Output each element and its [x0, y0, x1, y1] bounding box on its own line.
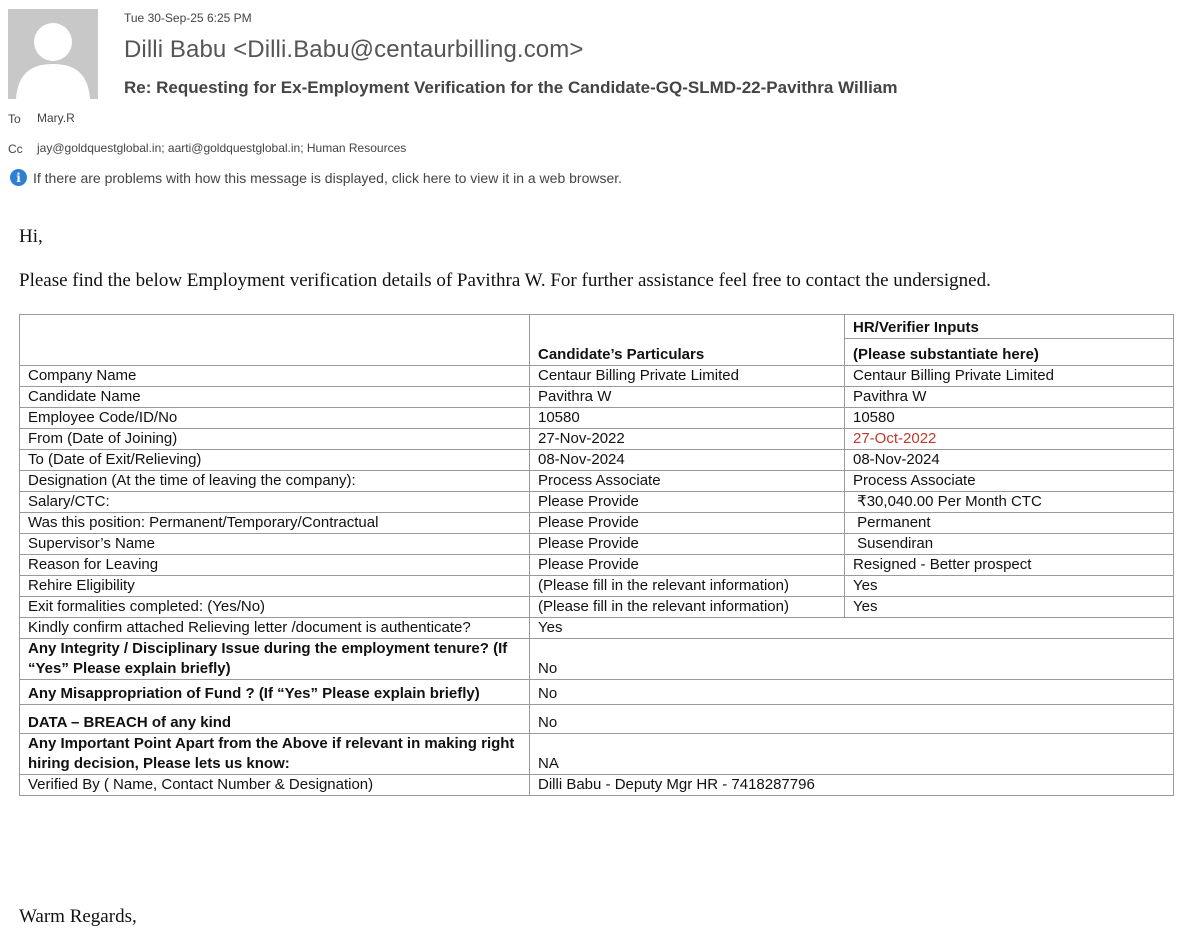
row-field: Salary/CTC: — [20, 492, 530, 513]
sender-name[interactable]: Dilli Babu <Dilli.Babu@centaurbilling.com> — [124, 36, 584, 63]
row-merged-value: No — [530, 639, 1174, 680]
sent-timestamp: Tue 30-Sep-25 6:25 PM — [124, 11, 252, 25]
row-verifier-value: Centaur Billing Private Limited — [845, 366, 1174, 387]
row-merged-value: Yes — [530, 618, 1174, 639]
row-candidate-value: 10580 — [530, 408, 845, 429]
row-verifier-value: Process Associate — [845, 471, 1174, 492]
row-field-bold: Any Integrity / Disciplinary Issue during the employment tenure? (If “Yes” Please explain briefly) — [20, 639, 530, 680]
info-bar[interactable] — [10, 169, 622, 186]
table-row-merged — [20, 705, 1174, 734]
table-row — [20, 429, 1174, 450]
table-row — [20, 534, 1174, 555]
row-candidate-value: Please Provide — [530, 492, 845, 513]
row-field: Company Name — [20, 366, 530, 387]
table-row — [20, 492, 1174, 513]
row-merged-value: Dilli Babu - Deputy Mgr HR - 7418287796 — [530, 775, 1174, 796]
row-verifier-value: Yes — [845, 576, 1174, 597]
info-bar-text[interactable]: If there are problems with how this message is displayed, click here to view it in a web browser. — [33, 169, 623, 186]
row-verifier-value: Yes — [845, 597, 1174, 618]
row-field: Kindly confirm attached Relieving letter /document is authenticate? — [20, 618, 530, 639]
info-icon: i — [10, 169, 27, 186]
to-label: To — [8, 112, 21, 126]
row-candidate-value: Please Provide — [530, 534, 845, 555]
person-silhouette-icon — [8, 9, 98, 99]
table-row-merged — [20, 639, 1174, 680]
table-row-merged — [20, 734, 1174, 775]
row-field-bold: Any Misappropriation of Fund ? (If “Yes” Please explain briefly) — [20, 680, 530, 705]
row-candidate-value: Pavithra W — [530, 387, 845, 408]
header-verifier: HR/Verifier Inputs — [845, 315, 1174, 339]
row-candidate-value: 08-Nov-2024 — [530, 450, 845, 471]
row-field: Designation (At the time of leaving the company): — [20, 471, 530, 492]
row-candidate-value: Please Provide — [530, 513, 845, 534]
cc-label: Cc — [8, 142, 23, 156]
table-row — [20, 471, 1174, 492]
sign-off: Warm Regards, — [19, 906, 137, 927]
row-merged-value: No — [530, 705, 1174, 734]
row-field-bold: DATA – BREACH of any kind — [20, 705, 530, 734]
row-verifier-value: Susendiran — [845, 534, 1174, 555]
table-row — [20, 555, 1174, 576]
row-verifier-value: Permanent — [845, 513, 1174, 534]
row-field: Rehire Eligibility — [20, 576, 530, 597]
header-candidate: Candidate’s Particulars — [530, 315, 845, 366]
table-row — [20, 513, 1174, 534]
row-field: Candidate Name — [20, 387, 530, 408]
intro-paragraph: Please find the below Employment verification details of Pavithra W. For further assistance feel free to contact the undersigned. — [19, 270, 991, 291]
table-row — [20, 366, 1174, 387]
row-verifier-value: 10580 — [845, 408, 1174, 429]
row-field: Reason for Leaving — [20, 555, 530, 576]
greeting: Hi, — [19, 226, 43, 247]
table-row-merged — [20, 680, 1174, 705]
table-row — [20, 597, 1174, 618]
verification-table — [19, 314, 1174, 796]
table-row — [20, 408, 1174, 429]
table-row — [20, 450, 1174, 471]
row-candidate-value: Centaur Billing Private Limited — [530, 366, 845, 387]
row-candidate-value: (Please fill in the relevant information) — [530, 576, 845, 597]
row-field: Employee Code/ID/No — [20, 408, 530, 429]
row-merged-value: NA — [530, 734, 1174, 775]
row-field-bold: Any Important Point Apart from the Above if relevant in making right hiring decision, Please lets us know: — [20, 734, 530, 775]
row-field: Exit formalities completed: (Yes/No) — [20, 597, 530, 618]
row-verifier-value: Pavithra W — [845, 387, 1174, 408]
row-field: Supervisor’s Name — [20, 534, 530, 555]
row-candidate-value: 27-Nov-2022 — [530, 429, 845, 450]
row-verifier-value: 08-Nov-2024 — [845, 450, 1174, 471]
row-field: Verified By ( Name, Contact Number & Designation) — [20, 775, 530, 796]
header-verifier-note: (Please substantiate here) — [845, 339, 1174, 366]
row-verifier-value: ₹30,040.00 Per Month CTC — [845, 492, 1174, 513]
email-subject: Re: Requesting for Ex-Employment Verification for the Candidate-GQ-SLMD-22-Pavithra William — [124, 78, 898, 97]
to-recipients[interactable]: Mary.R — [37, 111, 75, 125]
header-empty-cell — [20, 315, 530, 366]
row-candidate-value: Process Associate — [530, 471, 845, 492]
row-verifier-value: Resigned - Better prospect — [845, 555, 1174, 576]
table-row-merged — [20, 618, 1174, 639]
row-verifier-value-highlighted: 27-Oct-2022 — [845, 429, 1174, 450]
row-candidate-value: (Please fill in the relevant information) — [530, 597, 845, 618]
row-field: To (Date of Exit/Relieving) — [20, 450, 530, 471]
cc-recipients[interactable]: jay@goldquestglobal.in; aarti@goldquestglobal.in; Human Resources — [37, 141, 407, 155]
row-field: From (Date of Joining) — [20, 429, 530, 450]
row-candidate-value: Please Provide — [530, 555, 845, 576]
table-row-merged — [20, 775, 1174, 796]
row-merged-value: No — [530, 680, 1174, 705]
table-row — [20, 387, 1174, 408]
sender-avatar — [8, 9, 98, 99]
row-field: Was this position: Permanent/Temporary/Contractual — [20, 513, 530, 534]
table-row — [20, 576, 1174, 597]
